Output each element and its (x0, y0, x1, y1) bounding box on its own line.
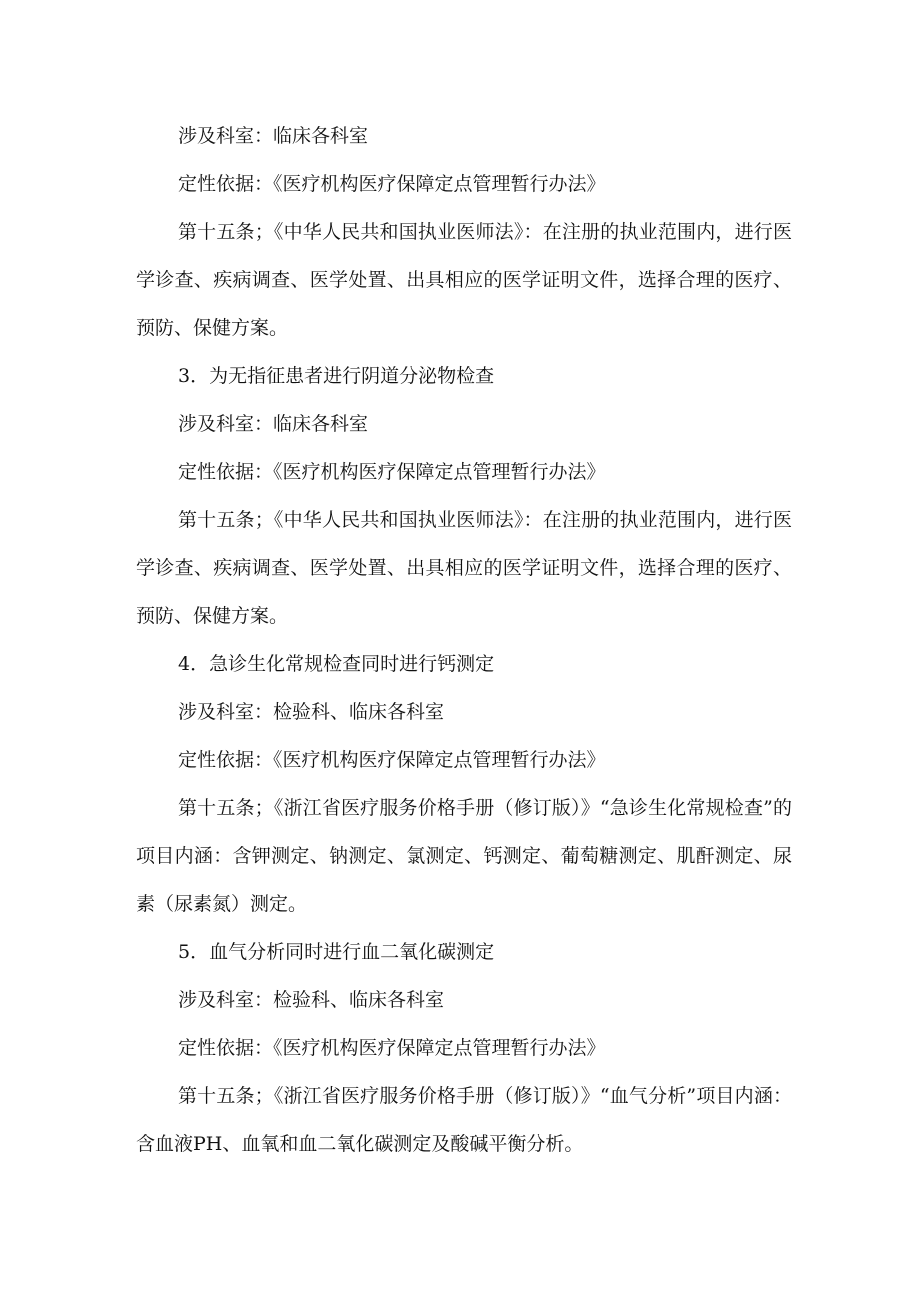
article-paragraph: 第十五条；《中华人民共和国执业医师法》：在注册的执业范围内，进行医学诊查、疾病调查、医学处置、出具相应的医学证明文件，选择合理的医疗、预防、保健方案。 (136, 509, 792, 627)
article-paragraph: 第十五条；《中华人民共和国执业医师法》：在注册的执业范围内，进行医学诊查、疾病调查、医学处置、出具相应的医学证明文件，选择合理的医疗、预防、保健方案。 (136, 221, 792, 339)
department-line: 涉及科室：检验科、临床各科室 (178, 989, 445, 1011)
department-line: 涉及科室：临床各科室 (178, 125, 369, 147)
basis-line: 定性依据：《医疗机构医疗保障定点管理暂行办法》 (178, 1037, 606, 1059)
item-heading-4: 4．急诊生化常规检查同时进行钙测定 (178, 653, 495, 675)
department-line: 涉及科室：检验科、临床各科室 (178, 701, 445, 723)
document-body (136, 112, 792, 1168)
basis-line: 定性依据：《医疗机构医疗保障定点管理暂行办法》 (178, 749, 606, 771)
department-line: 涉及科室：临床各科室 (178, 413, 369, 435)
item-heading-3: 3．为无指征患者进行阴道分泌物检查 (178, 365, 495, 387)
article-paragraph: 第十五条；《浙江省医疗服务价格手册（修订版）》“血气分析”项目内涵：含血液PH、血氧和血二氧化碳测定及酸碱平衡分析。 (136, 1085, 792, 1155)
basis-line: 定性依据：《医疗机构医疗保障定点管理暂行办法》 (178, 461, 606, 483)
item-heading-5: 5．血气分析同时进行血二氧化碳测定 (178, 941, 495, 963)
article-paragraph: 第十五条；《浙江省医疗服务价格手册（修订版）》“急诊生化常规检查”的项目内涵：含钾测定、钠测定、氯测定、钙测定、葡萄糖测定、肌酐测定、尿素（尿素氮）测定。 (136, 797, 792, 915)
basis-line: 定性依据：《医疗机构医疗保障定点管理暂行办法》 (178, 173, 606, 195)
